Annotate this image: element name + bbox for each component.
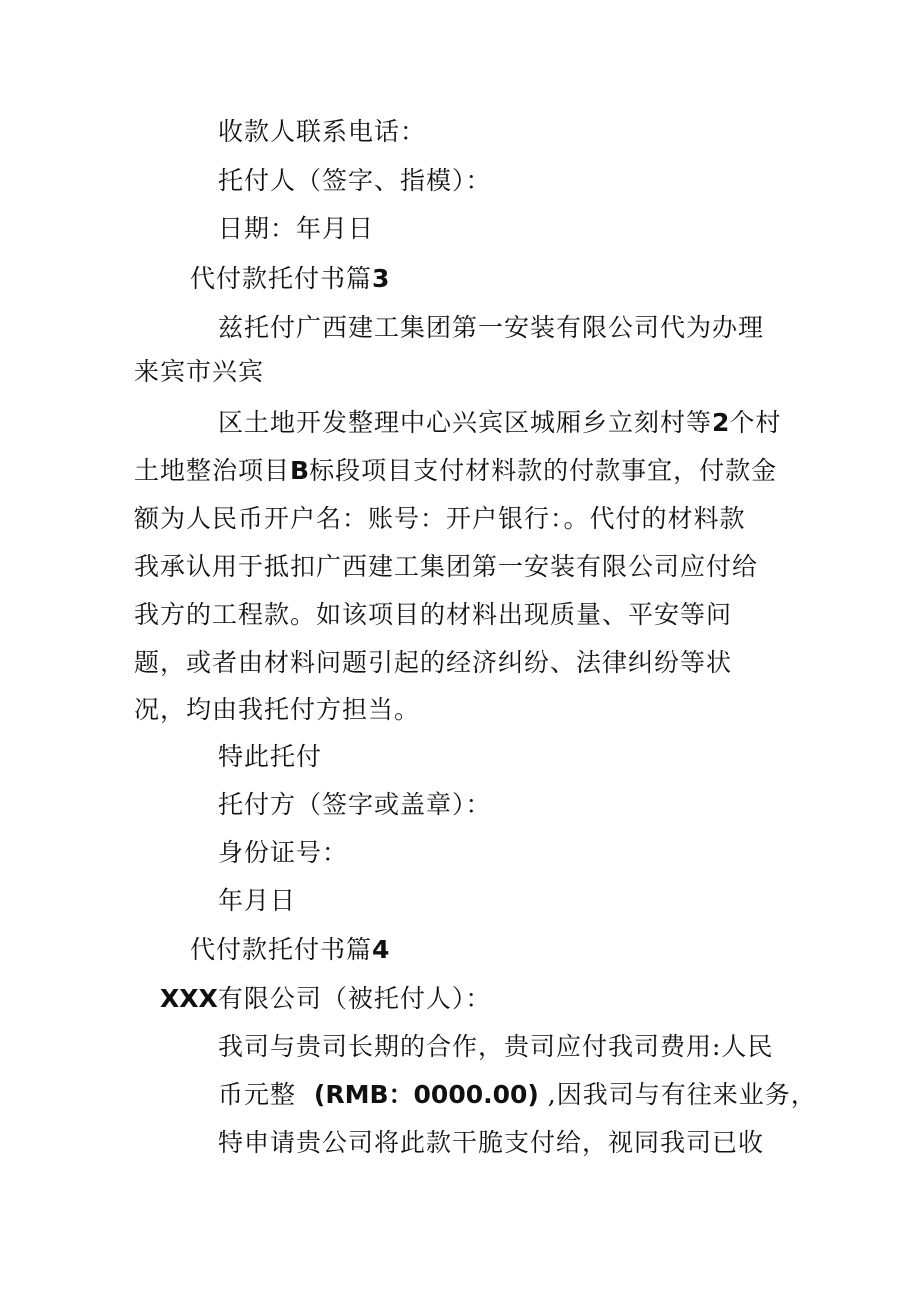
heading-number: 3 [372,264,390,293]
body-line: 兹托付广西建工集团第一安装有限公司代为办理 [218,313,765,342]
amount-value: (RMB：0000.00) [313,1080,539,1109]
body-line: 我司与贵司长期的合作，贵司应付我司费用:人民 [218,1032,774,1061]
section-letter: B [290,456,310,485]
company-placeholder: XXX [160,984,218,1013]
principal-signature-line: 托付人（签字、指模）： [218,166,492,195]
heading-text: 代付款托付书篇 [190,264,373,293]
body-line: 区土地开发整理中心兴宾区城厢乡立刻村等2个村 [218,408,782,437]
section-heading-3 [190,262,389,296]
section-heading-4 [190,933,389,967]
body-line: 我承认用于抵扣广西建工集团第一安装有限公司应付给 [134,552,759,581]
heading-number: 4 [372,935,390,964]
body-line: 币元整 (RMB：0000.00) ,因我司与有往来业务， [218,1080,817,1109]
payee-phone-line: 收款人联系电话： [218,117,427,146]
body-line: 特申请贵公司将此款干脆支付给，视同我司已收 [218,1128,765,1157]
date-line-2: 年月日 [218,886,297,915]
addressee-line: XXX有限公司（被托付人）： [160,984,492,1013]
body-line: 额为人民币开户名：账号：开户银行：。代付的材料款 [134,504,746,533]
date-line: 日期：年月日 [218,214,375,243]
heading-text: 代付款托付书篇 [190,935,373,964]
body-line: 土地整治项目B标段项目支付材料款的付款事宜，付款金 [134,456,778,485]
closing-line: 特此托付 [218,742,323,771]
id-number-line: 身份证号： [218,838,349,867]
body-line: 况，均由我托付方担当。 [134,695,421,724]
body-line: 题，或者由材料问题引起的经济纠纷、法律纠纷等状 [134,648,733,677]
body-line: 来宾市兴宾 [134,357,265,386]
village-count: 2 [712,408,730,437]
body-line: 我方的工程款。如该项目的材料出现质量、平安等问 [134,600,733,629]
signatory-line: 托付方（签字或盖章）： [218,790,492,819]
